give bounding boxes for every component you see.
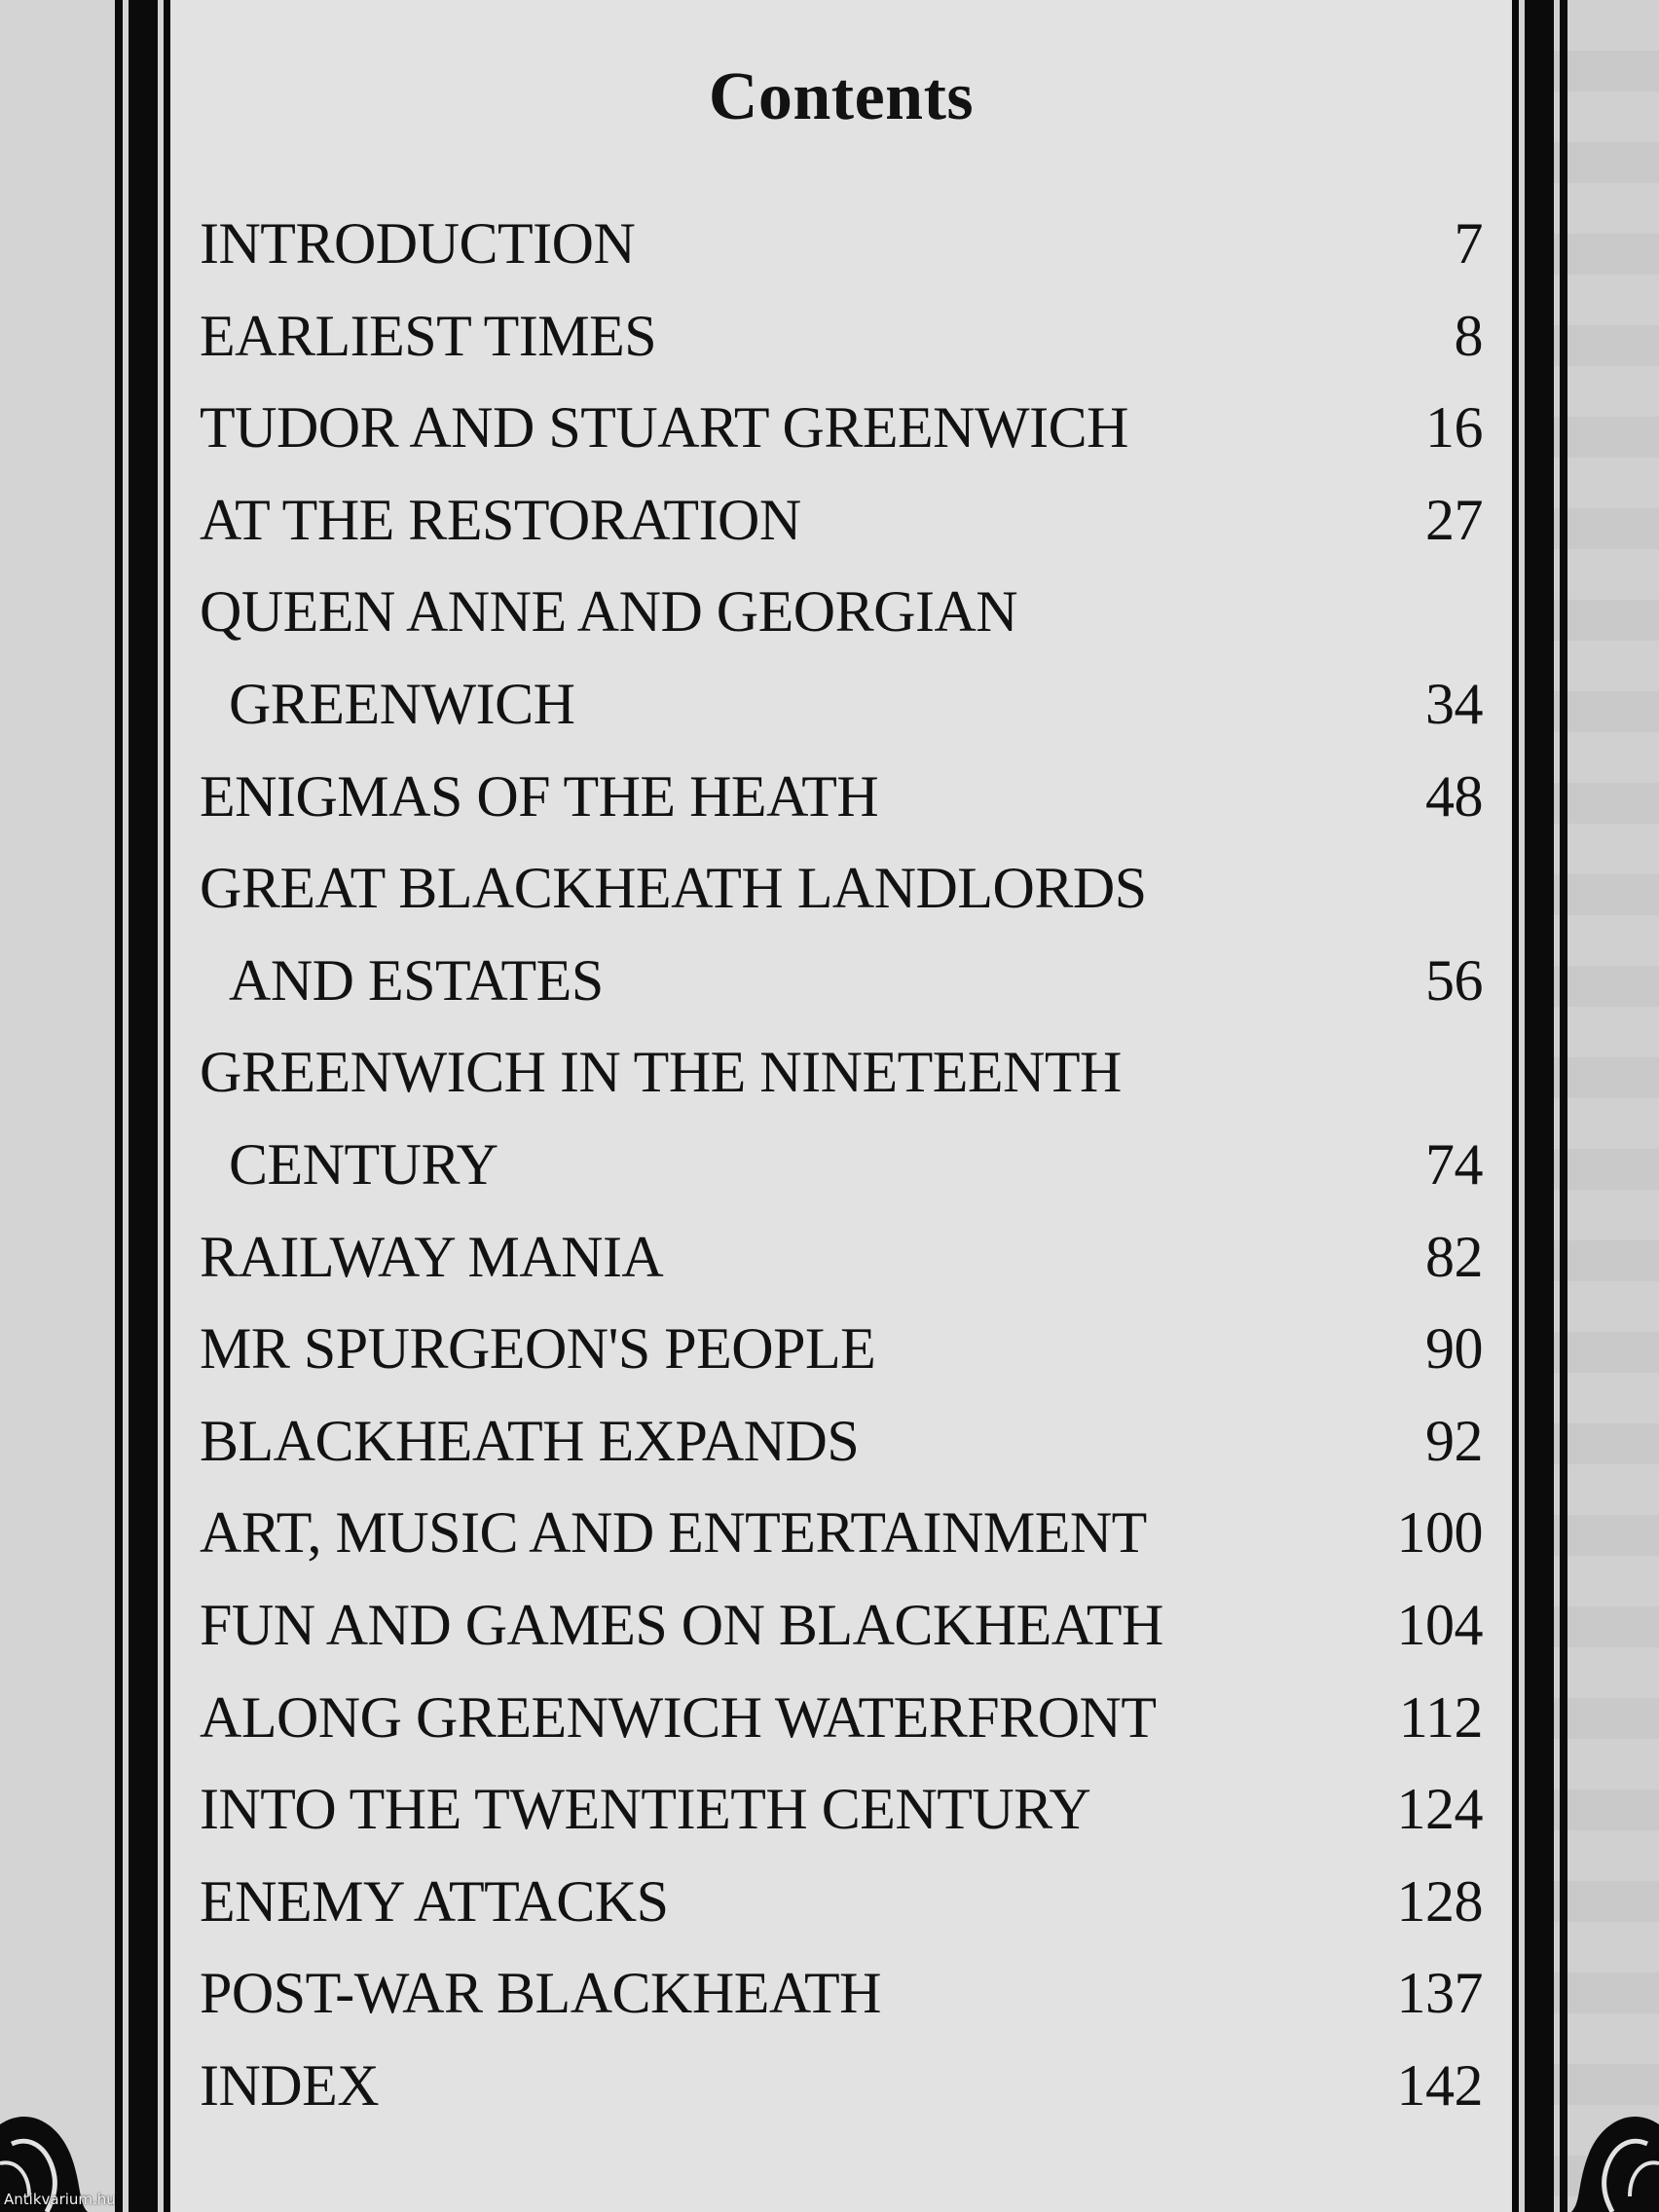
toc-entry-title: INTO THE TWENTIETH CENTURY [200, 1777, 1091, 1842]
toc-entry-title: POST-WAR BLACKHEATH [200, 1961, 882, 2026]
toc-entry-page-number: 100 [1396, 1500, 1483, 1566]
toc-entry-line [170, 198, 1512, 289]
toc-entry-line [170, 1026, 1512, 1118]
toc-entry-page-number: 92 [1425, 1408, 1483, 1473]
left-border-thick [129, 0, 158, 2212]
toc-entry-page-number: 124 [1396, 1777, 1483, 1842]
toc-entry-title: CENTURY [229, 1132, 498, 1197]
table-of-contents [170, 0, 1512, 2212]
toc-entry-title: TUDOR AND STUART GREENWICH [200, 395, 1128, 461]
toc-entry-title: QUEEN ANNE AND GEORGIAN [200, 579, 1018, 645]
toc-entry-line [170, 842, 1512, 934]
toc-entry-title: GREENWICH IN THE NINETEENTH [200, 1040, 1122, 1105]
toc-entry-line [170, 290, 1512, 382]
toc-entry-title: GREENWICH [229, 672, 575, 736]
toc-entry-page-number: 90 [1425, 1316, 1483, 1382]
toc-entry-line [170, 1487, 1512, 1578]
toc-entry-line [170, 2040, 1512, 2131]
contents-page [170, 0, 1512, 2212]
toc-entry-title: RAILWAY MANIA [200, 1224, 664, 1289]
toc-entry-line [170, 1579, 1512, 1671]
toc-entry-page-number: 34 [1425, 672, 1483, 736]
toc-entry-page-number: 82 [1425, 1224, 1483, 1289]
facing-page-bleed [1538, 0, 1659, 2212]
toc-entry-line [170, 566, 1512, 657]
toc-entry-title: EARLIEST TIMES [200, 303, 657, 368]
right-border-thin-outer [1560, 0, 1567, 2212]
toc-entry-line [170, 935, 1512, 1026]
toc-entry-title: BLACKHEATH EXPANDS [200, 1408, 860, 1473]
toc-entry-title: ALONG GREENWICH WATERFRONT [200, 1684, 1157, 1750]
toc-entry-line [170, 382, 1512, 473]
toc-entry-title: AT THE RESTORATION [200, 487, 801, 552]
left-border-thin-outer [115, 0, 123, 2212]
toc-entry-title: ENEMY ATTACKS [200, 1868, 669, 1934]
toc-entry-title: AND ESTATES [229, 947, 604, 1013]
toc-entry-page-number: 27 [1425, 487, 1483, 552]
toc-entry-page-number: 142 [1396, 2053, 1483, 2118]
toc-entry-line [170, 1395, 1512, 1487]
left-border-thin-inner [164, 0, 170, 2212]
toc-entry-page-number: 16 [1425, 395, 1483, 461]
right-border-thin-inner [1512, 0, 1519, 2212]
toc-entry-page-number: 56 [1425, 947, 1483, 1013]
toc-entry-page-number: 112 [1398, 1684, 1483, 1750]
toc-entry-page-number: 137 [1396, 1961, 1483, 2026]
toc-entry-title: ENIGMAS OF THE HEATH [200, 763, 879, 829]
watermark: Antikvarium.hu [4, 2191, 116, 2208]
toc-entry-page-number: 7 [1454, 211, 1483, 276]
toc-entry-page-number: 74 [1425, 1132, 1483, 1197]
toc-entry-page-number: 104 [1396, 1593, 1483, 1657]
toc-entry-title: INTRODUCTION [200, 211, 636, 276]
corner-ornament-right-icon [1552, 2095, 1659, 2212]
toc-entry-line [170, 1119, 1512, 1210]
toc-entry-line [170, 1763, 1512, 1855]
toc-entry-line [170, 751, 1512, 842]
toc-entry-title: INDEX [200, 2053, 380, 2118]
toc-entry-line [170, 1211, 1512, 1303]
toc-entry-line [170, 1947, 1512, 2039]
toc-entry-line [170, 658, 1512, 750]
page-title: Contents [708, 59, 975, 134]
toc-entry-page-number: 48 [1425, 763, 1483, 829]
toc-entry-title: MR SPURGEON'S PEOPLE [200, 1316, 876, 1382]
toc-entry-page-number: 8 [1454, 303, 1483, 368]
toc-entry-line [170, 1856, 1512, 1947]
right-border-thick [1525, 0, 1554, 2212]
toc-entry-line [170, 1672, 1512, 1763]
toc-entry-line [170, 1303, 1512, 1394]
toc-entry-title: GREAT BLACKHEATH LANDLORDS [200, 856, 1147, 921]
toc-entry-title: FUN AND GAMES ON BLACKHEATH [200, 1593, 1163, 1657]
toc-entry-line [170, 474, 1512, 566]
toc-entry-title: ART, MUSIC AND ENTERTAINMENT [200, 1500, 1147, 1566]
toc-entry-page-number: 128 [1396, 1868, 1483, 1934]
